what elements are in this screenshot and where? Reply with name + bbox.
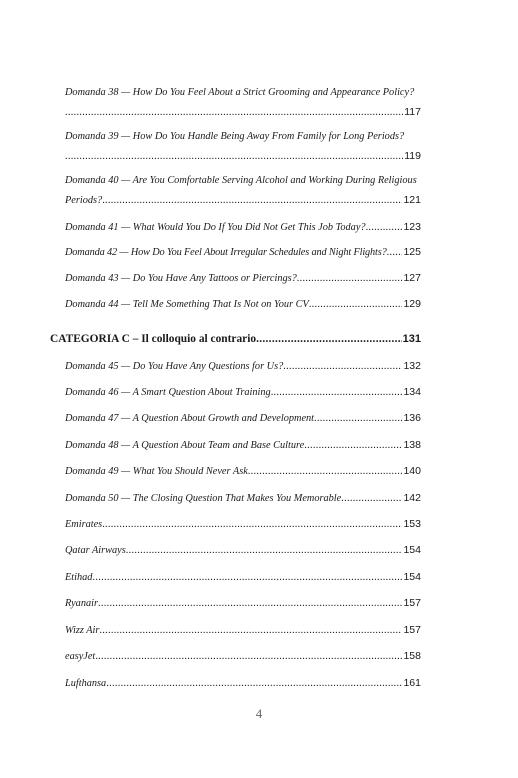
toc-leader-dots xyxy=(341,492,402,506)
toc-entry-title: Domanda 49 — What You Should Never Ask xyxy=(65,466,248,477)
toc-entry[interactable] xyxy=(65,676,421,691)
toc-page-number: 132 xyxy=(403,360,421,372)
toc-leader-dots xyxy=(102,194,402,208)
toc-entry-title: Domanda 46 — A Smart Question About Training xyxy=(65,387,271,398)
toc-leader-dots xyxy=(387,246,403,260)
toc-entry-title: Domanda 39 — How Do You Handle Being Away From Family for Long Periods? xyxy=(65,131,405,142)
toc-entry-title: Lufthansa xyxy=(65,678,107,689)
toc-page-number: 153 xyxy=(403,518,421,530)
toc-page-number: 134 xyxy=(403,386,421,398)
page-number-footer: 4 xyxy=(255,706,263,721)
toc-page-number: 154 xyxy=(403,544,421,556)
toc-page-number: 157 xyxy=(403,624,421,636)
toc-entry[interactable] xyxy=(65,596,421,611)
toc-entry-title: Wizz Air xyxy=(65,625,100,636)
toc-leader-dots xyxy=(126,544,403,558)
toc-leader-dots xyxy=(314,412,402,426)
toc-entry-title: Emirates xyxy=(65,519,103,530)
toc-entry[interactable] xyxy=(65,411,421,426)
toc-entry-title: Domanda 47 — A Question About Growth and Development xyxy=(65,413,315,424)
toc-page-number: 161 xyxy=(403,677,421,689)
toc-entry[interactable] xyxy=(65,359,421,374)
toc-entry[interactable] xyxy=(65,130,421,164)
toc-entry[interactable] xyxy=(65,464,421,479)
toc-leader-dots xyxy=(102,518,402,532)
toc-entry[interactable] xyxy=(65,271,421,286)
toc-entry-title: Qatar Airways xyxy=(65,545,126,556)
toc-entry[interactable] xyxy=(65,220,421,235)
toc-category-title: CATEGORIA C – Il colloquio al contrario xyxy=(50,333,257,345)
toc-leader-dots xyxy=(271,386,403,400)
toc-leader-dots xyxy=(256,332,402,346)
toc-page-number: 154 xyxy=(403,571,421,583)
toc-entry-title-cont: Periods? xyxy=(65,195,103,206)
toc-entry[interactable] xyxy=(65,245,421,260)
toc-entry[interactable] xyxy=(65,385,421,400)
toc-page-number: 127 xyxy=(403,272,421,284)
toc-leader-dots xyxy=(309,298,403,312)
toc-leader-dots xyxy=(95,650,402,664)
toc-entry[interactable] xyxy=(65,86,421,120)
toc-page-number: 142 xyxy=(403,492,421,504)
toc-page-number: 131 xyxy=(402,333,421,345)
toc-leader-dots xyxy=(98,597,402,611)
toc-entry-title: Domanda 42 — How Do You Feel About Irregular Schedules and Night Flights? xyxy=(65,247,387,258)
toc-entry-title: Domanda 43 — Do You Have Any Tattoos or Piercings? xyxy=(65,273,297,284)
toc-entry[interactable] xyxy=(65,543,421,558)
toc-page-number: 158 xyxy=(403,650,421,662)
toc-entry-title: easyJet xyxy=(65,651,96,662)
toc-entry[interactable] xyxy=(65,174,421,208)
toc-entry[interactable] xyxy=(65,517,421,532)
toc-entry-title: Domanda 48 — A Question About Team and Base Culture xyxy=(65,440,305,451)
toc-page-number: 119 xyxy=(404,150,421,162)
toc-leader-dots xyxy=(248,465,403,479)
toc-entry-title: Domanda 50 — The Closing Question That Makes You Memorable xyxy=(65,493,342,504)
toc-page-number: 121 xyxy=(403,194,421,206)
toc-entry-title: Domanda 38 — How Do You Feel About a Strict Grooming and Appearance Policy? xyxy=(65,87,415,98)
toc-entry-title: Ryanair xyxy=(65,598,98,609)
toc-leader-dots xyxy=(65,106,403,120)
toc-leader-dots xyxy=(99,624,402,638)
toc-entry[interactable] xyxy=(65,491,421,506)
toc-entry-title: Domanda 44 — Tell Me Something That Is Not on Your CV xyxy=(65,299,309,310)
toc-leader-dots xyxy=(366,221,403,235)
toc-leader-dots xyxy=(65,150,403,164)
toc-category[interactable] xyxy=(50,332,421,346)
toc-leader-dots xyxy=(106,677,402,691)
toc-page-number: 123 xyxy=(403,221,421,233)
toc-leader-dots xyxy=(283,360,402,374)
toc-entry[interactable] xyxy=(65,570,421,585)
toc-page-number: 138 xyxy=(403,439,421,451)
toc-leader-dots xyxy=(297,272,403,286)
toc-leader-dots xyxy=(304,439,402,453)
toc-entry-title: Domanda 45 — Do You Have Any Questions for Us? xyxy=(65,361,284,372)
toc-entry[interactable] xyxy=(65,438,421,453)
toc-page-number: 157 xyxy=(403,597,421,609)
toc-entry[interactable] xyxy=(65,623,421,638)
toc-page-number: 129 xyxy=(403,298,421,310)
toc-page-number: 117 xyxy=(404,106,421,118)
toc-entry-title: Etihad xyxy=(65,572,93,583)
toc-entry-title: Domanda 41 — What Would You Do If You Did Not Get This Job Today? xyxy=(65,222,366,233)
toc-leader-dots xyxy=(92,571,402,585)
toc-entry-title: Domanda 40 — Are You Comfortable Serving Alcohol and Working During Religious xyxy=(65,175,417,186)
toc-page-number: 136 xyxy=(403,412,421,424)
toc-page-number: 140 xyxy=(403,465,421,477)
toc-entry[interactable] xyxy=(65,297,421,312)
toc-page-number: 125 xyxy=(403,246,421,258)
toc-entry[interactable] xyxy=(65,649,421,664)
